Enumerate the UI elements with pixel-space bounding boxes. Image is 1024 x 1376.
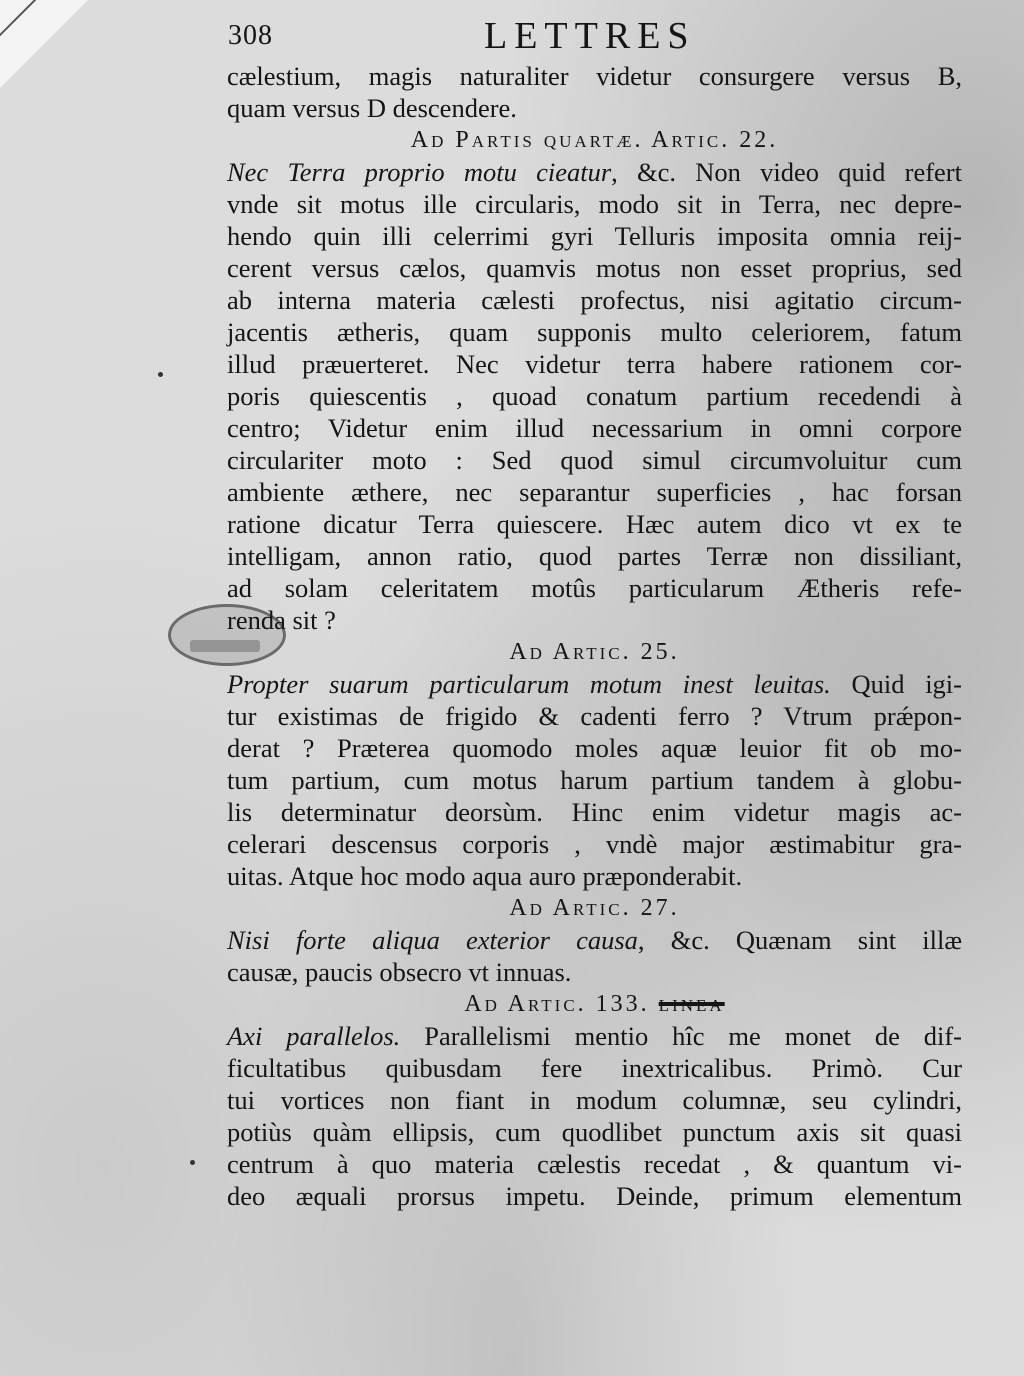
- text-line: [227, 796, 962, 828]
- text-segment: uitas. Atque hoc modo aqua auro præponderabit.: [227, 861, 743, 891]
- text-line: [227, 828, 962, 860]
- section-heading: [227, 988, 962, 1020]
- text-segment: Ad Artic. 133.: [464, 991, 659, 1017]
- text-line: [227, 508, 962, 540]
- text-segment: illud præuerteret. Nec videtur terra habere rationem cor-: [227, 349, 962, 379]
- text-segment: deo æquali prorsus impetu. Deinde, primum elementum: [227, 1181, 962, 1211]
- text-segment: celerari descensus corporis , vndè major æstimabitur gra-: [227, 829, 962, 859]
- text-line: [227, 700, 962, 732]
- text-segment: cerent versus cælos, quamvis motus non esset proprius, sed: [227, 253, 962, 283]
- text-segment: tum partium, cum motus harum partium tandem à globu-: [227, 765, 962, 795]
- text-line: [227, 540, 962, 572]
- text-segment: hendo quin illi celerrimi gyri Telluris imposita omnia reij-: [227, 221, 962, 251]
- text-line: [227, 348, 962, 380]
- text-segment: derat ? Præterea quomodo moles aquæ leuior fit ob mo-: [227, 733, 962, 763]
- body-text: [227, 60, 962, 1212]
- text-line: [227, 220, 962, 252]
- text-segment: potiùs quàm ellipsis, cum quodlibet punctum axis sit quasi: [227, 1117, 962, 1147]
- margin-mark: [190, 1160, 195, 1165]
- text-line: [227, 1084, 962, 1116]
- text-segment: lis determinatur deorsùm. Hinc enim videtur magis ac-: [227, 797, 962, 827]
- text-segment: vnde sit motus ille circularis, modo sit in Terra, nec depre-: [227, 189, 962, 219]
- italic-lemma: Nisi forte aliqua exterior causa: [227, 925, 638, 955]
- text-segment: tui vortices non fiant in modum columnæ, seu cylindri,: [227, 1085, 962, 1115]
- section-heading: [227, 892, 962, 924]
- text-line: [227, 60, 962, 92]
- text-line: [227, 924, 962, 956]
- text-line: [227, 572, 962, 604]
- italic-lemma: Nec Terra proprio motu cieatur: [227, 157, 612, 187]
- section-heading: [227, 636, 962, 668]
- italic-lemma: Propter suarum particularum motum inest leuitas.: [227, 669, 831, 699]
- text-line: [227, 476, 962, 508]
- text-segment: causæ, paucis obsecro vt innuas.: [227, 957, 572, 987]
- italic-lemma: Axi parallelos.: [227, 1021, 401, 1051]
- text-line: [227, 252, 962, 284]
- text-segment: circulariter moto : Sed quod simul circumvoluitur cum: [227, 445, 962, 475]
- text-segment: jacentis ætheris, quam supponis multo celeriorem, fatum: [227, 317, 962, 347]
- margin-mark: [158, 372, 163, 377]
- page-header: [228, 14, 928, 60]
- text-line: [227, 156, 962, 188]
- page-number: 308: [228, 20, 273, 51]
- text-line: [227, 1116, 962, 1148]
- text-line: [227, 860, 962, 892]
- text-line: [227, 732, 962, 764]
- text-line: [227, 284, 962, 316]
- text-line: [227, 1180, 962, 1212]
- text-line: [227, 1020, 962, 1052]
- text-line: [227, 764, 962, 796]
- text-line: [227, 668, 962, 700]
- text-line: [227, 604, 962, 636]
- section-heading: [227, 124, 962, 156]
- text-segment: ratione dicatur Terra quiescere. Hæc autem dico vt ex te: [227, 509, 962, 539]
- text-segment: ambiente æthere, nec separantur superficies , hac forsan: [227, 477, 962, 507]
- text-segment: intelligam, annon ratio, quod partes Terræ non dissiliant,: [227, 541, 962, 571]
- text-segment: poris quiescentis , quoad conatum partium recedendi à: [227, 381, 962, 411]
- text-segment: cælestium, magis naturaliter videtur consurgere versus B,: [227, 61, 962, 91]
- text-segment: Quid igi-: [830, 669, 962, 699]
- text-segment: , &c. Quænam sint illæ: [637, 925, 962, 955]
- folded-corner: [0, 0, 88, 88]
- text-segment: centro; Videtur enim illud necessarium in omni corpore: [227, 413, 962, 443]
- text-line: [227, 956, 962, 988]
- text-line: [227, 316, 962, 348]
- text-line: [227, 412, 962, 444]
- text-line: [227, 1052, 962, 1084]
- text-segment: ab interna materia cælesti profectus, nisi agitatio circum-: [227, 285, 962, 315]
- text-segment: Ad Artic. 25.: [509, 639, 680, 665]
- text-segment: centrum à quo materia cælestis recedat , & quantum vi-: [227, 1149, 962, 1179]
- text-line: [227, 444, 962, 476]
- text-line: [227, 188, 962, 220]
- text-segment: renda sit ?: [227, 605, 336, 635]
- text-segment: Parallelismi mentio hîc me monet de dif-: [400, 1021, 962, 1051]
- text-line: [227, 92, 962, 124]
- text-segment: quam versus D descendere.: [227, 93, 517, 123]
- text-segment: Ad Artic. 27.: [509, 895, 680, 921]
- text-line: [227, 1148, 962, 1180]
- running-head: LETTRES: [484, 15, 696, 57]
- text-segment: ficultatibus quibusdam fere inextricalibus. Primò. Cur: [227, 1053, 962, 1083]
- text-segment: tur existimas de frigido & cadenti ferro ? Vtrum prǽpon-: [227, 701, 962, 731]
- struck-text: linea: [658, 991, 725, 1017]
- text-line: [227, 380, 962, 412]
- text-segment: Ad Partis quartæ. Artic. 22.: [410, 127, 779, 153]
- text-segment: ad solam celeritatem motûs particularum Ætheris refe-: [227, 573, 962, 603]
- text-segment: , &c. Non video quid refert: [611, 157, 962, 187]
